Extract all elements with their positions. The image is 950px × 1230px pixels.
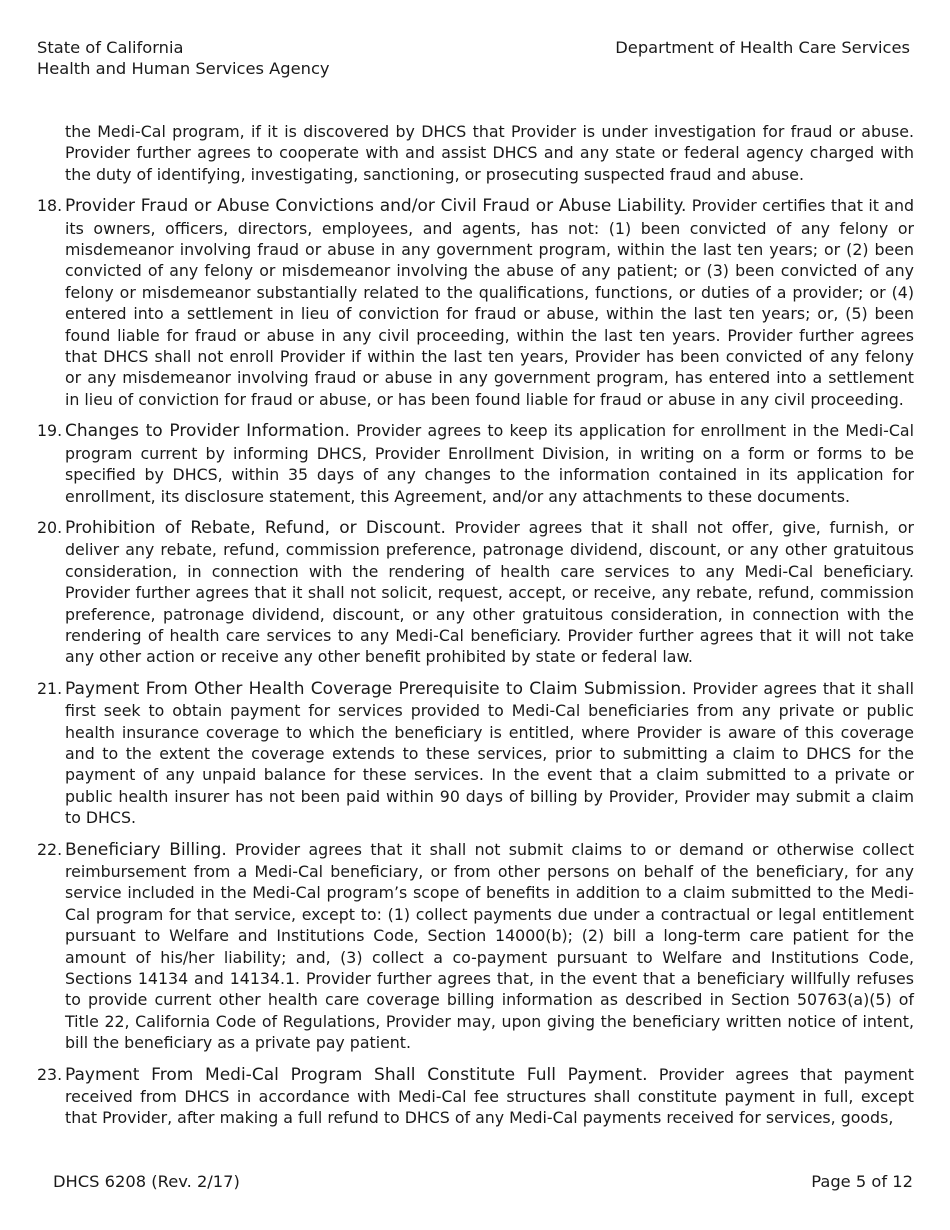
clause-22	[37, 839, 914, 1054]
clause-title: Beneficiary Billing.	[65, 839, 227, 860]
header-agency	[37, 37, 330, 79]
clause-number: 19.	[37, 421, 63, 441]
clause-20	[37, 517, 914, 668]
clause-number: 23.	[37, 1064, 63, 1084]
agreement-body	[37, 121, 914, 1139]
page-number: Page 5 of 12	[811, 1172, 913, 1191]
clause-text: Provider agrees that it shall first seek to obtain payment for services provided to Medi-Cal beneficiaries from any private or public health insurance coverage to which the beneficiary is entitled, where Provider is aware of this coverage and to the extent the coverage extends to these services, prior to submitting a claim to DHCS for the payment of any unpaid balance for these services. In the event that a claim submitted to a private or public health insurer has not been paid within 90 days of billing by Provider, Provider may submit a claim to DHCS.	[65, 678, 914, 828]
header-department: Department of Health Care Services	[615, 38, 910, 57]
clause-23	[37, 1064, 914, 1129]
clause-text: Provider agrees that payment received from DHCS in accordance with Medi-Cal fee structures shall constitute payment in full, except that Provider, after making a full refund to DHCS of any Medi-Cal payments received for services, goods,	[65, 1064, 914, 1128]
continuation-paragraph: the Medi-Cal program, if it is discovered by DHCS that Provider is under investigation for fraud or abuse. Provider further agrees to cooperate with and assist DHCS and any state or federal agency charged with the duty of identifying, investigating, sanctioning, or prosecuting suspected fraud and abuse.	[65, 122, 914, 184]
clause-title: Payment From Medi-Cal Program Shall Constitute Full Payment.	[65, 1064, 648, 1085]
clause-text: Provider agrees that it shall not offer, give, furnish, or deliver any rebate, refund, commission preference, patronage dividend, discount, or any other gratuitous consideration, in connection with the rendering of health care services to any Medi-Cal beneficiary. Provider further agrees that it shall not solicit, request, accept, or receive, any rebate, refund, commission preference, patronage dividend, discount, or any other gratuitous consideration, in connection with the rendering of health care services to any Medi-Cal beneficiary. Provider further agrees that it will not take any other action or receive any other benefit prohibited by state or federal law.	[65, 517, 915, 667]
clause-title: Payment From Other Health Coverage Prerequisite to Claim Submission.	[65, 678, 687, 699]
header-agency-name: Health and Human Services Agency	[37, 59, 330, 78]
clause-18	[37, 195, 914, 410]
form-number: DHCS 6208 (Rev. 2/17)	[53, 1172, 240, 1191]
clause-title: Prohibition of Rebate, Refund, or Discount.	[65, 517, 446, 538]
clause-number: 21.	[37, 678, 63, 698]
clause-text: Provider certifies that it and its owners, officers, directors, employees, and agents, has not: (1) been convicted of any felony or misdemeanor involving fraud or abuse in any government program, within the last ten years; or (2) been convicted of any felony or misdemeanor involving the abuse of any patient; or (3) been convicted of any felony or misdemeanor substantially related to the qualifications, functions, or duties of a provider; or (4) entered into a settlement in lieu of conviction for fraud or abuse, within the last ten years; or, (5) been found liable for fraud or abuse in any civil proceeding, within the last ten years. Provider further agrees that DHCS shall not enroll Provider if within the last ten years, Provider has been convicted of any felony or any misdemeanor involving fraud or abuse in any government program, has entered into a settlement in lieu of conviction for fraud or abuse, or has been found liable for fraud or abuse in any civil proceeding.	[65, 196, 915, 409]
clause-number: 20.	[37, 517, 63, 537]
clause-title: Provider Fraud or Abuse Convictions and/or Civil Fraud or Abuse Liability.	[65, 196, 687, 217]
clause-title: Changes to Provider Information.	[65, 421, 350, 442]
clause-number: 22.	[37, 839, 63, 859]
clause-text: Provider agrees to keep its application for enrollment in the Medi-Cal program current by informing DHCS, Provider Enrollment Division, in writing on a form or forms to be specified by DHCS, within 35 days of any changes to the information contained in its application for enrollment, its disclosure statement, this Agreement, and/or any attachments to these documents.	[65, 421, 914, 506]
clause-21	[37, 678, 914, 829]
clause-19	[37, 420, 914, 507]
clause-number: 18.	[37, 196, 63, 216]
clause-text: Provider agrees that it shall not submit claims to or demand or otherwise collect reimbursement from a Medi-Cal beneficiary, or from other persons on behalf of the beneficiary, for any service included in the Medi-Cal program’s scope of benefits in addition to a claim submitted to the Medi-Cal program for that service, except to: (1) collect payments due under a contractual or legal entitlement pursuant to Welfare and Institutions Code, Section 14000(b); (2) bill a long-term care patient for the amount of his/her liability; and, (3) collect a co-payment pursuant to Welfare and Institutions Code, Sections 14134 and 14134.1. Provider further agrees that, in the event that a beneficiary willfully refuses to provide current other health care coverage billing information as described in Section 50763(a)(5) of Title 22, California Code of Regulations, Provider may, upon giving the beneficiary written notice of intent, bill the beneficiary as a private pay patient.	[65, 839, 915, 1053]
header-state: State of California	[37, 38, 184, 57]
